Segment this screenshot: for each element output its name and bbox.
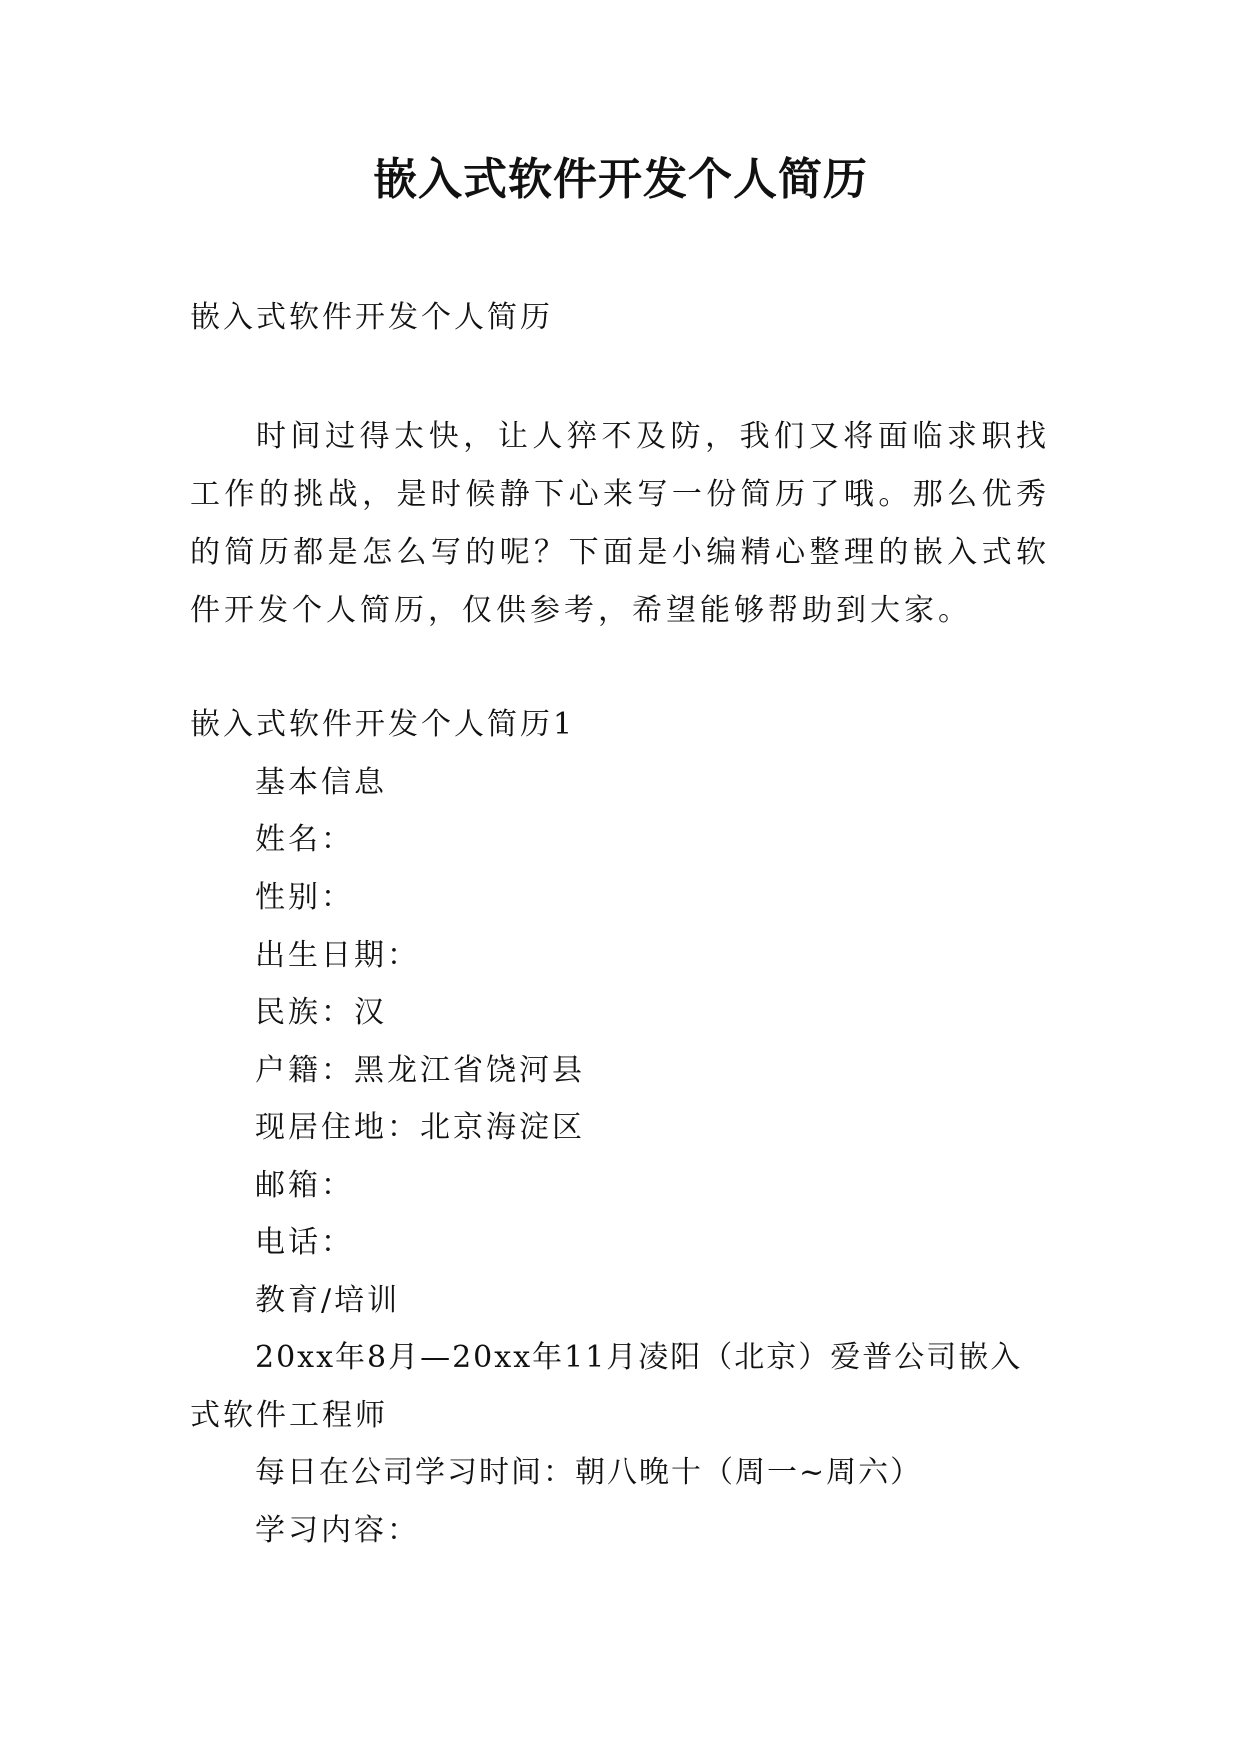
name-field: 姓名： — [255, 822, 354, 857]
document-subtitle: 嵌入式软件开发个人简历 — [190, 300, 553, 335]
basic-info-heading: 基本信息 — [255, 765, 387, 800]
study-content-line: 学习内容： — [255, 1513, 420, 1548]
education-heading: 教育/培训 — [255, 1283, 401, 1318]
birth-date-field: 出生日期： — [255, 938, 420, 973]
section-heading: 嵌入式软件开发个人简历1 — [190, 707, 576, 742]
document-title: 嵌入式软件开发个人简历 — [373, 154, 868, 205]
ethnicity-field: 民族：汉 — [255, 995, 387, 1030]
study-time-line: 每日在公司学习时间：朝八晚十（周一~周六） — [255, 1455, 923, 1490]
household-field: 户籍：黑龙江省饶河县 — [255, 1053, 585, 1088]
intro-paragraph: 时间过得太快，让人猝不及防，我们又将面临求职找工作的挑战，是时候静下心来写一份简历了哦。那么优秀的简历都是怎么写的呢？下面是小编精心整理的嵌入式软件开发个人简历，仅供参考，希望能够帮助到大家。 — [190, 419, 1050, 628]
phone-field: 电话： — [255, 1225, 354, 1260]
residence-field: 现居住地：北京海淀区 — [255, 1110, 585, 1145]
email-field: 邮箱： — [255, 1168, 354, 1203]
education-entry-line2: 式软件工程师 — [190, 1398, 388, 1433]
education-entry-line1: 20xx年8月—20xx年11月凌阳（北京）爱普公司嵌入 — [255, 1340, 1023, 1375]
gender-field: 性别： — [255, 880, 354, 915]
